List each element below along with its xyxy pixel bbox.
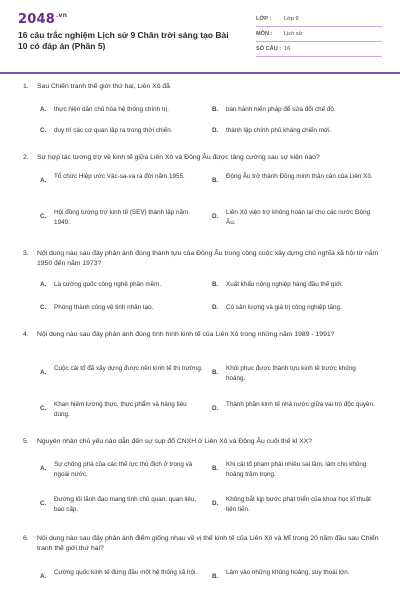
option-text: Tổ chức Hiệp ước Vác-sa-va ra đời năm 1955. bbox=[54, 173, 185, 180]
meta-grade-value: Lớp 9 bbox=[284, 16, 299, 22]
question-number: 3. bbox=[23, 250, 29, 257]
option-label: D. bbox=[212, 500, 219, 507]
question-text: Nội dung nào sau đây phản ánh đúng thành tựu của Đông Âu trong công cuộc xây dựng chủ nghĩa xã hội từ năm 1950 đến năm 1973? bbox=[37, 250, 379, 267]
option-label: A. bbox=[40, 281, 47, 288]
option-text: Xuất khẩu nông nghiệp hàng đầu thế giới. bbox=[226, 281, 344, 288]
question-number: 2. bbox=[23, 154, 29, 161]
option-text: Đường lối lãnh đạo mang tính chủ quan, quan liêu, bao cấp. bbox=[54, 496, 197, 513]
option-text: Có sản lượng và giá trị công nghiệp tăng. bbox=[226, 304, 342, 311]
option-label: A. bbox=[40, 106, 47, 113]
option-text: Khan hiếm lương thực, thực phẩm và hàng tiêu dùng. bbox=[54, 401, 187, 418]
document-header bbox=[0, 0, 400, 66]
option-text: Lâm vào những khủng hoảng, suy thoái lớn. bbox=[226, 569, 350, 576]
option-text: ban hành hiến pháp để sửa đổi chế độ. bbox=[226, 106, 336, 113]
option-text: Liên Xô viện trợ không hoàn lại cho các nước Đông Âu. bbox=[226, 209, 371, 226]
document-title: 16 câu trắc nghiệm Lịch sử 9 Chân trời sáng tạo Bài 10 có đáp án (Phần 5) bbox=[18, 30, 229, 51]
option-label: B. bbox=[212, 369, 219, 376]
question-text: Nội dung nào sau đây phản ánh điểm giống nhau về vị thế kinh tế của Liên Xô và Mĩ trong 20 năm đầu sau Chiến tranh thế giới thứ hai? bbox=[37, 535, 379, 552]
question-number: 6. bbox=[23, 535, 29, 542]
question-number: 4. bbox=[23, 331, 29, 338]
option-text: Cường quốc kinh tế đứng đầu một hệ thống xã hội. bbox=[54, 569, 198, 576]
option-text: Thành phần kinh tế nhà nước giữa vai trò độc quyền. bbox=[226, 401, 375, 408]
logo-main: 2048 bbox=[18, 12, 55, 27]
question-number: 5. bbox=[23, 438, 29, 445]
option-label: B. bbox=[212, 281, 219, 288]
option-text: Sự chống phá của các thế lực thù địch ở trong và ngoài nước. bbox=[54, 461, 193, 478]
option-label: A. bbox=[40, 573, 47, 580]
question-text: Sau Chiến tranh thế giới thứ hai, Liên Xô đã bbox=[37, 83, 170, 90]
option-label: A. bbox=[40, 369, 47, 376]
option-text: Khi cải tổ phạm phải nhiều sai lầm, làm cho khủng hoảng trầm trọng. bbox=[226, 461, 367, 478]
option-text: Phóng thành công vệ tinh nhân tạo. bbox=[54, 304, 154, 311]
question-number: 1. bbox=[23, 83, 29, 90]
option-label: B. bbox=[212, 573, 219, 580]
option-label: D. bbox=[212, 213, 219, 220]
option-label: A. bbox=[40, 465, 47, 472]
option-label: D. bbox=[212, 405, 219, 412]
meta-grade bbox=[256, 14, 382, 27]
option-text: duy trì các cơ quan lập ra trong thời chiến. bbox=[54, 127, 173, 134]
logo-sub: .vn bbox=[55, 12, 68, 19]
option-label: C. bbox=[40, 500, 47, 507]
option-text: Cuộc cải tổ đã xây dựng được nền kinh tế thị trường. bbox=[54, 365, 203, 372]
option-label: D. bbox=[212, 304, 219, 311]
option-text: Là cường quốc công nghệ phần mềm. bbox=[54, 281, 162, 288]
option-text: Không bắt kịp bước phát triển của khoa học kĩ thuật tiên tiến. bbox=[226, 496, 371, 513]
option-text: thực hiện dân chủ hóa hệ thống chính trị. bbox=[54, 106, 169, 113]
option-label: A. bbox=[40, 177, 47, 184]
meta-subject-value: Lịch sử bbox=[284, 31, 303, 37]
meta-subject bbox=[256, 29, 382, 42]
meta-subject-key: MÔN : bbox=[256, 31, 273, 37]
meta-grade-key: LỚP : bbox=[256, 16, 272, 22]
site-logo[interactable] bbox=[18, 12, 67, 27]
option-label: B. bbox=[212, 177, 219, 184]
option-label: D. bbox=[212, 127, 219, 134]
question-text: Nguyên nhân chủ yếu nào dẫn đến sự sụp đổ CNXH ở Liên Xô và Đông Âu cuối thế kỉ XX? bbox=[37, 438, 313, 445]
option-label: B. bbox=[212, 106, 219, 113]
meta-count-value: 16 bbox=[284, 46, 291, 52]
header-divider bbox=[0, 72, 400, 74]
question-text: Sự hợp tác tương trợ về kinh tế giữa Liên Xô và Đông Âu được tăng cường sau sự kiện nào? bbox=[37, 154, 320, 161]
option-text: Hội đồng tương trợ kinh tế (SEV) thành lập năm 1949. bbox=[54, 209, 189, 226]
option-label: C. bbox=[40, 213, 47, 220]
option-label: C. bbox=[40, 405, 47, 412]
meta-count bbox=[256, 44, 382, 57]
option-label: B. bbox=[212, 465, 219, 472]
question-text: Nội dung nào sau đây phản ánh đúng tình hình kinh tế của Liên Xô trong những năm 1989 - 1991? bbox=[37, 331, 335, 338]
option-label: C. bbox=[40, 304, 47, 311]
option-text: Khôi phục được thành tựu kinh tế trước khủng hoảng. bbox=[226, 365, 356, 382]
option-text: Đông Âu trở thành Đồng minh thân cận của Liên Xô. bbox=[226, 173, 373, 180]
option-label: C. bbox=[40, 127, 47, 134]
option-text: thành lập chính phủ kháng chiến mới. bbox=[226, 127, 332, 134]
meta-count-key: SỐ CÂU : bbox=[256, 46, 282, 52]
